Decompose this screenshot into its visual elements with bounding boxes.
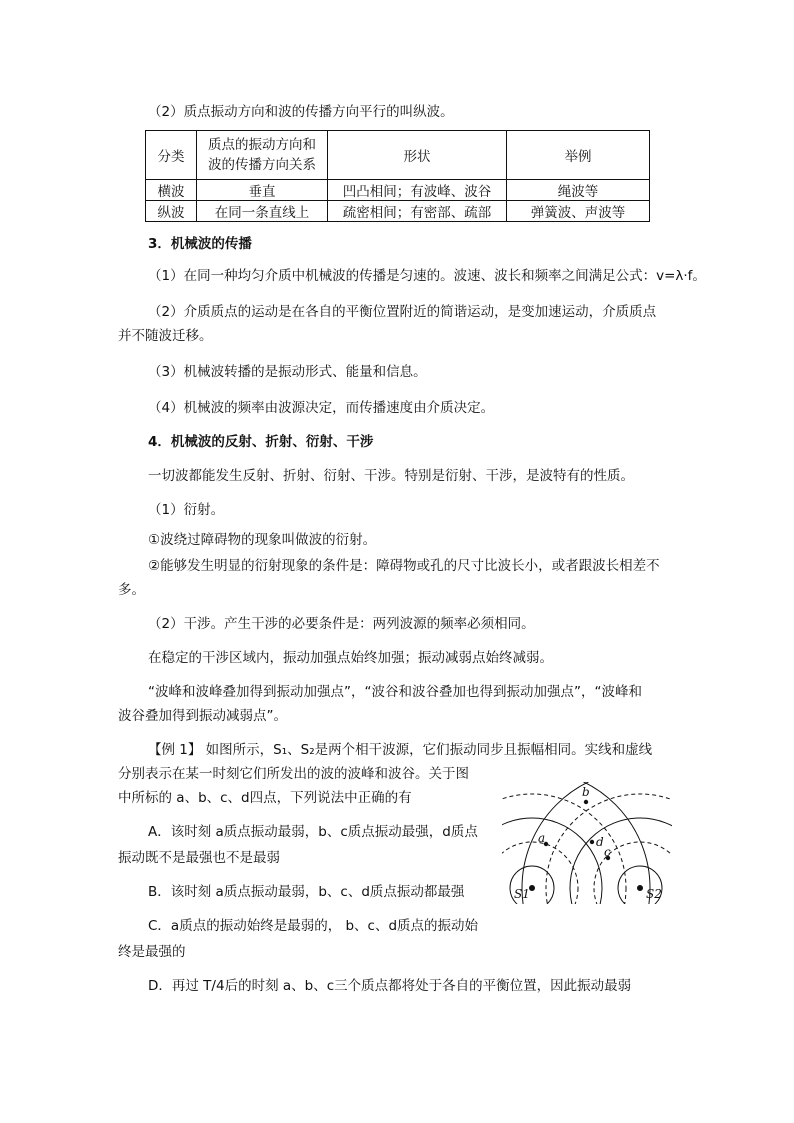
section-heading-3: 3．机械波的传播 bbox=[148, 236, 252, 252]
point-d bbox=[590, 840, 594, 844]
example-1-stem-a: 【例 1】 如图所示，S₁、S₂是两个相干波源，它们振动同步且振幅相同。实线和虚线 bbox=[148, 742, 653, 758]
option-a-2: 振动既不是最强也不是最弱 bbox=[118, 850, 280, 866]
label-s2: S2 bbox=[646, 887, 662, 901]
para-4-4b: 波谷叠加得到振动减弱点”。 bbox=[118, 708, 287, 724]
para-4-1b1: ②能够发生明显的衍射现象的条件是：障碍物或孔的尺寸比波长小，或者跟波长相差不 bbox=[148, 558, 660, 574]
label-d: d bbox=[596, 835, 604, 849]
para-3-4: （4）机械波的频率由波源决定，而传播速度由介质决定。 bbox=[148, 400, 495, 416]
table-cell: 绳波等 bbox=[507, 180, 650, 201]
table-header-cell: 形状 bbox=[328, 131, 507, 180]
table-cell: 疏密相间；有密部、疏部 bbox=[328, 201, 507, 222]
table-cell: 横波 bbox=[146, 180, 197, 201]
para-4-0: 一切波都能发生反射、折射、衍射、干涉。特别是衍射、干涉，是波特有的性质。 bbox=[148, 468, 634, 484]
table-cell: 垂直 bbox=[197, 180, 328, 201]
table-header-cell: 分类 bbox=[146, 131, 197, 180]
table-cell: 纵波 bbox=[146, 201, 197, 222]
example-1-stem-c: 中所标的 a、b、c、d四点，下列说法中正确的有 bbox=[118, 790, 412, 806]
table-cell: 在同一条直线上 bbox=[197, 201, 328, 222]
label-b: b bbox=[582, 785, 590, 799]
interference-figure bbox=[502, 782, 672, 904]
para-3-1: （1）在同一种均匀介质中机械波的传播是匀速的。波速、波长和频率之间满足公式：v=λ·f。 bbox=[148, 268, 706, 284]
option-d: D．再过 T/4后的时刻 a、b、c三个质点都将处于各自的平衡位置，因此振动最弱 bbox=[148, 978, 632, 994]
option-c-2: 终是最强的 bbox=[118, 944, 186, 960]
table-header-cell: 质点的振动方向和波的传播方向关系 bbox=[197, 131, 328, 180]
example-1-stem-b: 分别表示在某一时刻它们所发出的波的波峰和波谷。关于图 bbox=[118, 766, 469, 782]
table-header-cell: 举例 bbox=[507, 131, 650, 180]
para-4-2: （2）干涉。产生干涉的必要条件是：两列波源的频率必须相同。 bbox=[148, 616, 535, 632]
para-4-4a: “波峰和波峰叠加得到振动加强点”，“波谷和波谷叠加也得到振动加强点”，“波峰和 bbox=[148, 684, 642, 700]
table-cell: 凹凸相间；有波峰、波谷 bbox=[328, 180, 507, 201]
table-cell: 弹簧波、声波等 bbox=[507, 201, 650, 222]
point-b bbox=[584, 800, 588, 804]
source-s2-dot bbox=[637, 885, 643, 891]
option-b: B．该时刻 a质点振动最弱，b、c、d质点振动都最强 bbox=[148, 884, 465, 900]
para-4-1a: ①波绕过障碍物的现象叫做波的衍射。 bbox=[148, 532, 377, 548]
para-3-2b: 并不随波迁移。 bbox=[118, 328, 213, 344]
label-s1: S1 bbox=[514, 887, 530, 901]
line-longitudinal: （2）质点振动方向和波的传播方向平行的叫纵波。 bbox=[148, 104, 454, 120]
para-4-1: （1）衍射。 bbox=[148, 502, 225, 518]
table-row bbox=[146, 180, 650, 201]
para-3-3: （3）机械波转播的是振动形式、能量和信息。 bbox=[148, 364, 427, 380]
source-s1-dot bbox=[529, 885, 535, 891]
para-3-2a: （2）介质质点的运动是在各自的平衡位置附近的简谐运动，是变加速运动，介质质点 bbox=[148, 304, 657, 320]
wave-classification-table bbox=[145, 130, 650, 222]
option-c-1: C．a质点的振动始终是最弱的， b、c、d质点的振动始 bbox=[148, 918, 479, 934]
wave-crest-s1 bbox=[502, 782, 650, 904]
section-heading-4: 4．机械波的反射、折射、衍射、干涉 bbox=[148, 434, 374, 450]
table-row bbox=[146, 201, 650, 222]
label-c: c bbox=[604, 845, 611, 859]
option-a-1: A．该时刻 a质点振动最弱，b、c质点振动最强，d质点 bbox=[148, 824, 478, 840]
label-a: a bbox=[538, 831, 546, 845]
para-4-3: 在稳定的干涉区域内，振动加强点始终加强；振动减弱点始终减弱。 bbox=[148, 650, 553, 666]
table-header-row bbox=[146, 131, 650, 180]
para-4-1b2: 多。 bbox=[118, 582, 145, 598]
